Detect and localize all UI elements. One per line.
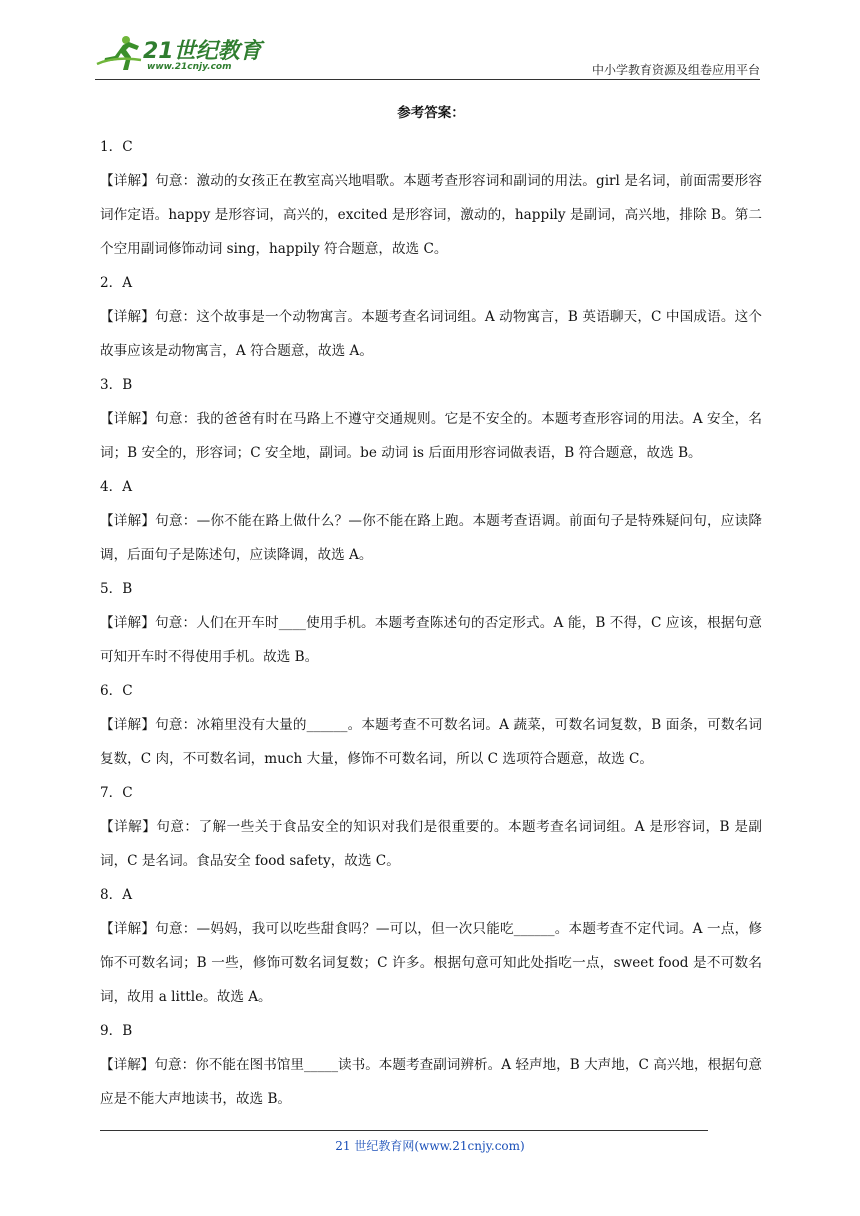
answer-explanation: 【详解】句意：这个故事是一个动物寓言。本题考查名词词组。A 动物寓言，B 英语聊天，C 中国成语。这个故事应该是动物寓言，A 符合题意，故选 A。 — [100, 309, 762, 359]
header-divider — [95, 79, 760, 80]
platform-name: 中小学教育资源及组卷应用平台 — [591, 63, 760, 77]
runner-logo-icon — [95, 34, 145, 74]
answer-explanation: 【详解】句意：—你不能在路上做什么？—你不能在路上跑。本题考查语调。前面句子是特殊疑问句，应读降调，后面句子是陈述句，应读降调，故选 A。 — [100, 513, 762, 563]
answer-number: 9．B — [100, 1023, 133, 1039]
answer-number: 2．A — [100, 275, 133, 291]
logo-title: 21世纪教育 — [143, 39, 262, 64]
answer-number: 5．B — [100, 581, 133, 597]
answer-number: 1．C — [100, 139, 133, 155]
footer-divider — [100, 1130, 708, 1131]
section-title: 参考答案： — [397, 105, 465, 121]
answer-explanation: 【详解】句意：你不能在图书馆里_____读书。本题考查副词辨析。A 轻声地，B 大声地，C 高兴地，根据句意应是不能大声地读书，故选 B。 — [100, 1057, 762, 1107]
answer-number: 7．C — [100, 785, 133, 801]
answer-explanation: 【详解】句意：激动的女孩正在教室高兴地唱歌。本题考查形容词和副词的用法。girl 是名词，前面需要形容词作定语。happy 是形容词，高兴的，excited 是形容词，激动的，happily 是副词，高兴地，排除 B。第二个空用副词修饰动词 sing，happily 符合题意，故选 C。 — [100, 173, 762, 257]
answer-list — [100, 130, 762, 1116]
answer-section — [100, 96, 762, 1116]
footer-source: 21 世纪教育网(www.21cnjy.com) — [335, 1139, 525, 1153]
answer-number: 3．B — [100, 377, 133, 393]
logo-url: www.21cnjy.com — [147, 62, 232, 72]
answer-number: 8．A — [100, 887, 133, 903]
page-header — [95, 28, 760, 80]
answer-explanation: 【详解】句意：人们在开车时____使用手机。本题考查陈述句的否定形式。A 能，B 不得，C 应该，根据句意可知开车时不得使用手机。故选 B。 — [100, 615, 762, 665]
answer-number: 4．A — [100, 479, 133, 495]
answer-explanation: 【详解】句意：—妈妈，我可以吃些甜食吗？—可以，但一次只能吃______。本题考查不定代词。A 一点，修饰不可数名词；B 一些，修饰可数名词复数；C 许多。根据句意可知此处指吃一点，sweet food 是不可数名词，故用 a little。故选 A。 — [100, 921, 762, 1005]
answer-explanation: 【详解】句意：冰箱里没有大量的______。本题考查不可数名词。A 蔬菜，可数名词复数，B 面条，可数名词复数，C 肉，不可数名词，much 大量，修饰不可数名词，所以 C 选项符合题意，故选 C。 — [100, 717, 762, 767]
answer-explanation: 【详解】句意：我的爸爸有时在马路上不遵守交通规则。它是不安全的。本题考查形容词的用法。A 安全，名词；B 安全的，形容词；C 安全地，副词。be 动词 is 后面用形容词做表语，B 符合题意，故选 B。 — [100, 411, 762, 461]
answer-explanation: 【详解】句意：了解一些关于食品安全的知识对我们是很重要的。本题考查名词词组。A 是形容词，B 是副词，C 是名词。食品安全 food safety，故选 C。 — [100, 819, 762, 869]
answer-number: 6．C — [100, 683, 133, 699]
logo — [95, 28, 265, 76]
